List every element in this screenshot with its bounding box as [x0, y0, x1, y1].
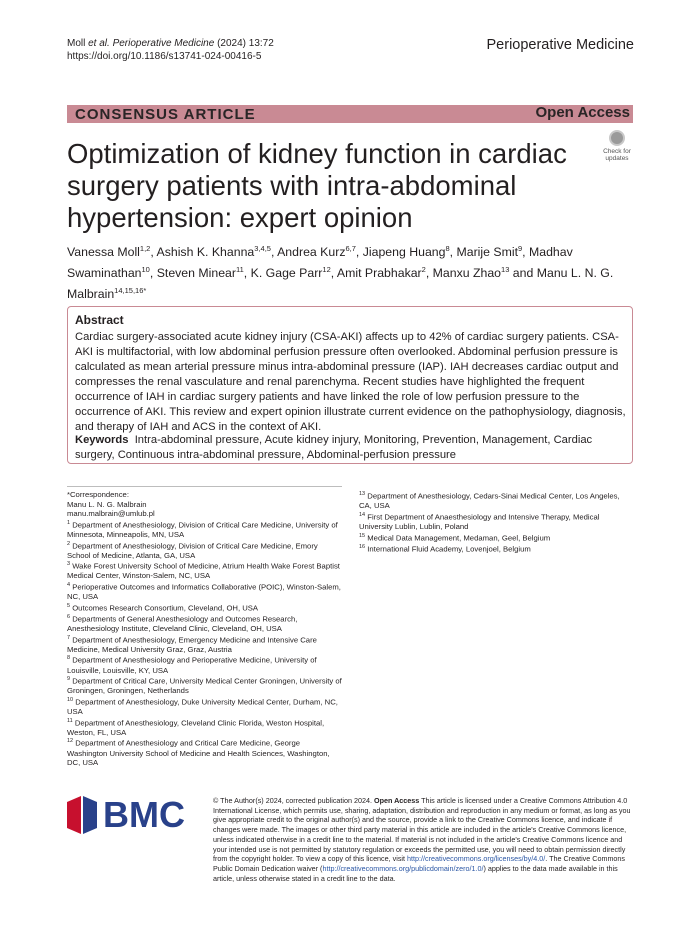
license-text-3: ) applies to the data made available in this article, unless otherwise stated in a credit line to the data. [213, 863, 618, 883]
affiliation-text: International Fluid Academy, Lovenjoel, Belgium [367, 544, 531, 554]
affiliation-item [67, 717, 342, 738]
affiliation-number: 6 [67, 613, 71, 620]
author-affiliation-sup: 10 [141, 265, 150, 275]
affiliation-text: Department of Anesthesiology, Duke University Medical Center, Durham, NC, USA [67, 697, 338, 717]
affiliation-number: 7 [67, 634, 71, 641]
citation-header [67, 37, 274, 63]
check-updates-icon [609, 130, 625, 146]
affiliation-item [67, 560, 342, 581]
affiliations-right [359, 490, 634, 554]
bmc-logo [67, 794, 195, 834]
correspondence-name: Manu L. N. G. Malbrain [67, 499, 147, 509]
affiliation-text: Department of Anesthesiology, Cleveland Clinic Florida, Weston Hospital, Weston, FL, USA [67, 718, 325, 737]
author-affiliation-sup: 13 [501, 265, 510, 275]
affiliation-item [359, 511, 634, 532]
footnote-divider [67, 486, 342, 487]
author-name: K. Gage Parr [250, 266, 323, 281]
affiliation-text: Departments of General Anesthesiology and Outcomes Research, Anesthesiology Institute, Cleveland Clinic, Cleveland, OH, USA [67, 614, 298, 634]
affiliation-number: 4 [67, 582, 71, 589]
license-link[interactable]: http://creativecommons.org/licenses/by/4.0/ [407, 854, 546, 864]
affiliation-number: 11 [67, 717, 73, 724]
license-text-1: This article is licensed under a Creative Commons Attribution 4.0 International License, which permits use, sharing, adaptation, distribution and reproduction in any medium or format, as long as you give appropriate credit to the original author(s) and the source, provide a link to the Creative Commons licence, and indicate if changes were made. The images or other third party material in this article are included in the article's Creative Commons licence, unless indicated otherwise in a credit line to the material. If material is not included in the article's Creative Commons licence and your intended use is not permitted by statutory regulation or exceeds the permitted use, you will need to obtain permission directly from the copyright holder. To view a copy of this licence, visit [213, 796, 631, 864]
affiliation-item [67, 540, 342, 561]
bmc-logo-text: BMC [103, 794, 185, 834]
affiliation-number: 8 [67, 655, 71, 662]
author-name: Manxu Zhao [432, 266, 502, 281]
public-domain-link[interactable]: http://creativecommons.org/publicdomain/zero/1.0/ [322, 863, 484, 873]
check-updates-line2: updates [605, 155, 629, 162]
copyright: © The Author(s) 2024, corrected publication 2024. [213, 796, 372, 805]
affiliation-text: First Department of Anaesthesiology and Intensive Therapy, Medical University Lublin, Lublin, Poland [359, 512, 600, 531]
affiliation-item [67, 737, 342, 767]
affiliation-item [359, 490, 634, 511]
affiliation-item [67, 581, 342, 602]
license-text [213, 796, 635, 883]
affiliation-item [359, 532, 634, 543]
author-affiliation-sup: 6,7 [345, 244, 356, 253]
author-affiliation-sup: 12 [322, 265, 331, 275]
author-name: Ashish K. Khanna [156, 245, 255, 260]
citation-authors: Moll [67, 38, 86, 49]
affiliation-number: 15 [359, 532, 366, 539]
affiliation-item [67, 696, 342, 717]
author-affiliation-sup: 3,4,5 [254, 244, 271, 253]
author-name: Manu L. N. G. Malbrain [67, 266, 614, 302]
affiliation-number: 3 [67, 561, 71, 568]
bmc-logo-icon [67, 794, 195, 834]
author-name: Andrea Kurz [277, 245, 346, 260]
affiliation-item [67, 654, 342, 675]
author-affiliation-sup: 1,2 [139, 244, 151, 253]
abstract-heading: Abstract [75, 313, 124, 327]
affiliation-text: Outcomes Research Consortium, Cleveland, OH, USA [72, 603, 259, 613]
license-oa-label: Open Access [374, 796, 420, 805]
keywords-label: Keywords [75, 434, 129, 446]
affiliation-number: 12 [67, 738, 74, 745]
author-name: Jiapeng Huang [362, 245, 446, 260]
article-type-label: CONSENSUS ARTICLE [75, 106, 256, 123]
affiliation-text: Department of Anesthesiology, Emergency Medicine and Intensive Care Medicine, Medical University Graz, Graz, Austria [67, 635, 317, 654]
affiliation-number: 9 [67, 676, 71, 683]
keywords-list: Intra-abdominal pressure, Acute kidney injury, Monitoring, Prevention, Management, Cardiac surgery, Continuous intra-abdominal pressure, Abdominal-perfusion pressure [75, 434, 593, 461]
affiliation-number: 14 [359, 511, 366, 518]
affiliation-text: Perioperative Outcomes and Informatics Collaborative (POIC), Winston-Salem, NC, USA [67, 582, 341, 602]
affiliation-item [67, 634, 342, 655]
affiliation-text: Department of Anesthesiology, Division of Critical Care Medicine, University of Minnesota, Minneapolis, MN, USA [67, 520, 338, 539]
affiliation-number: 16 [359, 543, 366, 550]
affiliation-text: Department of Critical Care, University Medical Center Groningen, University of Groningen, Groningen, Netherlands [67, 676, 342, 696]
journal-name: Perioperative Medicine [486, 37, 634, 53]
affiliation-item [67, 613, 342, 634]
affiliation-number: 1 [67, 519, 71, 526]
author-affiliation-sup: 2 [421, 265, 426, 275]
affiliation-number: 10 [67, 696, 74, 703]
author-affiliation-sup: 9 [518, 244, 523, 253]
author-name: Vanessa Moll [67, 245, 140, 260]
citation-journal: et al. Perioperative Medicine [85, 38, 215, 49]
doi-link[interactable]: https://doi.org/10.1186/s13741-024-00416-5 [67, 51, 262, 62]
affiliation-number: 2 [67, 540, 71, 547]
author-name: Amit Prabhakar [336, 266, 422, 281]
affiliation-item [67, 519, 342, 540]
affiliation-item [67, 675, 342, 696]
author-affiliation-sup: 14,15,16* [114, 286, 147, 296]
affiliation-item [67, 602, 342, 613]
affiliation-text: Department of Anesthesiology and Perioperative Medicine, University of Louisville, Louisville, KY, USA [67, 656, 317, 675]
affiliation-text: Wake Forest University School of Medicine, Atrium Health Wake Forest Baptist Medical Center, Winston-Salem, NC, USA [67, 561, 340, 581]
author-name: Steven Minear [156, 266, 236, 281]
affiliation-text: Department of Anesthesiology, Cedars-Sinai Medical Center, Los Angeles, CA, USA [359, 491, 620, 511]
affiliation-number: 13 [359, 491, 366, 497]
article-title: Optimization of kidney function in cardiac surgery patients with intra-abdominal hypertension: expert opinion [67, 138, 567, 233]
author-affiliation-sup: 8 [445, 244, 450, 253]
correspondence-email[interactable]: manu.malbrain@umlub.pl [67, 509, 155, 519]
author-list: Vanessa Moll$^{1,2}$, Ashish K. Khanna$^{3,4,5}$, Andrea Kurz$^{6,7}$, Jiapeng Huang$^8$, Marije Smit$^9$, Madhav Swaminathan$^{10}$, Steven Minear$^{11}$, K. Gage Parr$^{12}$, Amit Prabhakar$^2$, Manxu Zhao$^{13}$ and Manu L. N. G. Malbrain$^{14,15,16*}$ [67, 244, 614, 302]
affiliation-text: Medical Data Management, Medaman, Geel, Belgium [367, 533, 551, 543]
affiliations-left [67, 490, 342, 768]
affiliation-text: Department of Anesthesiology, Division of Critical Care Medicine, Emory School of Medicine, Atlanta, GA, USA [67, 541, 318, 560]
check-updates-line1: Check for [603, 148, 631, 155]
citation-year: (2024) 13:72 [214, 38, 274, 49]
abstract-body: Cardiac surgery-associated acute kidney injury (CSA-AKI) affects up to 42% of cardiac surgery patients. CSA-AKI is multifactorial, with low abdominal perfusion pressure often overlooked. Abdominal perfusion pressure is calculated as mean arterial pressure minus intra-abdominal pressure (IAP). IAH decreases cardiac output and compresses the renal vasculature and renal parenchyma. Recent studies have highlighted the frequent occurrence of IAH in cardiac surgery patients and have linked the role of low perfusion pressure to the occurrence of AKI. This review and expert opinion illustrate current evidence on the pathophysiology, diagnosis, and therapy of IAH and ACS in the context of AKI. [75, 331, 626, 433]
author-name: Marije Smit [456, 245, 518, 260]
affiliation-text: Department of Anesthesiology and Critical Care Medicine, George Washington University School of Medicine and Health Sciences, Washington, DC, USA [67, 739, 330, 768]
correspondence-label: *Correspondence: [67, 490, 129, 499]
license-text-2: . The Creative Commons Public Domain Dedication waiver ( [213, 854, 626, 873]
affiliation-number: 5 [67, 602, 71, 609]
keywords [75, 433, 628, 463]
affiliation-item [359, 543, 634, 554]
open-access-label: Open Access [535, 104, 630, 121]
check-for-updates-badge[interactable] [600, 130, 634, 162]
check-updates-text [600, 148, 634, 162]
author-name: Madhav Swaminathan [67, 245, 573, 281]
author-affiliation-sup: 11 [236, 265, 244, 275]
